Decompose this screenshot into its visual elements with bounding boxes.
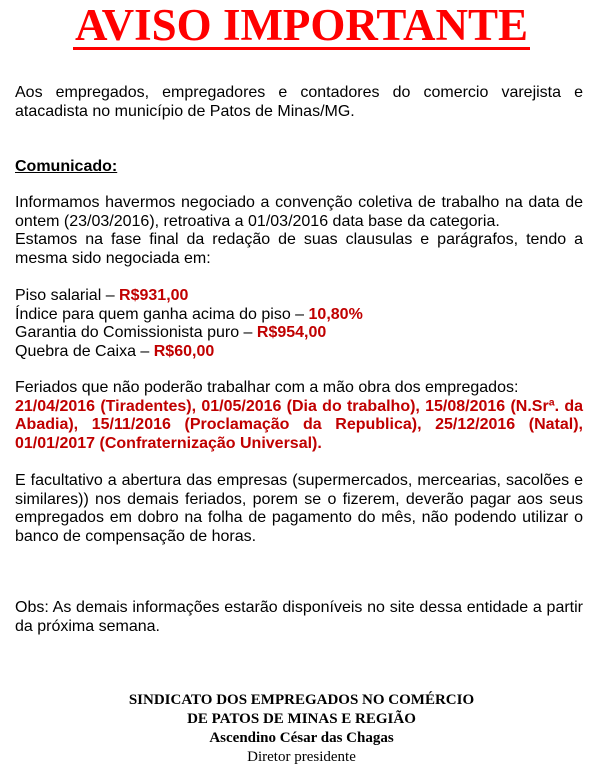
section-heading: Comunicado: <box>15 158 118 175</box>
holidays-list: 21/04/2016 (Tiradentes), 01/05/2016 (Dia do trabalho), 15/08/2016 (N.Srª. da Abadia), 15/11/2016 (Proclamação da Republica), 25/12/2016 (Natal), 01/01/2017 (Confraternização Universal). <box>15 397 583 452</box>
list-item: Garantia do Comissionista puro – R$954,00 <box>15 324 327 341</box>
page-title: AVISO IMPORTANTE <box>74 0 529 50</box>
terms-list <box>15 287 583 361</box>
signature-block: SINDICATO DOS EMPREGADOS NO COMÉRCIO DE PATOS DE MINAS E REGIÃO Ascendino César das Chagas Diretor presidente <box>128 692 475 765</box>
intro-paragraph: Aos empregados, empregadores e contadores do comercio varejista e atacadista no município de Patos de Minas/MG. <box>15 84 583 120</box>
holidays-paragraph: Feriados que não poderão trabalhar com a mão obra dos empregados: 21/04/2016 (Tiradentes), 01/05/2016 (Dia do trabalho), 15/08/2016 (N.Srª. da Abadia), 15/11/2016 (Proclamação da Republica), 25/12/2016 (Natal), 01/01/2017 (Confraternização Universal). <box>15 379 583 452</box>
obs-paragraph: Obs: As demais informações estarão disponíveis no site dessa entidade a partir da próxima semana. <box>15 599 583 635</box>
list-item: Quebra de Caixa – R$60,00 <box>15 342 215 360</box>
list-item: Piso salarial – R$931,00 <box>15 287 189 304</box>
negotiation-paragraph: Informamos havermos negociado a convenção coletiva de trabalho na data de ontem (23/03/2016), retroativa a 01/03/2016 data base da categoria. Estamos na fase final da redação de suas clausulas e parágrafos, tendo a mesma sido negociada em: <box>15 194 583 267</box>
list-item: Índice para quem ganha acima do piso – 10,80% <box>15 305 363 323</box>
optional-paragraph: E facultativo a abertura das empresas (supermercados, mercearias, sacolões e similares)) nos demais feriados, porem se o fizerem, deverão pagar aos seus empregados em dobro na folha de pagamento do mês, não podendo utilizar o banco de compensação de horas. <box>15 472 583 545</box>
